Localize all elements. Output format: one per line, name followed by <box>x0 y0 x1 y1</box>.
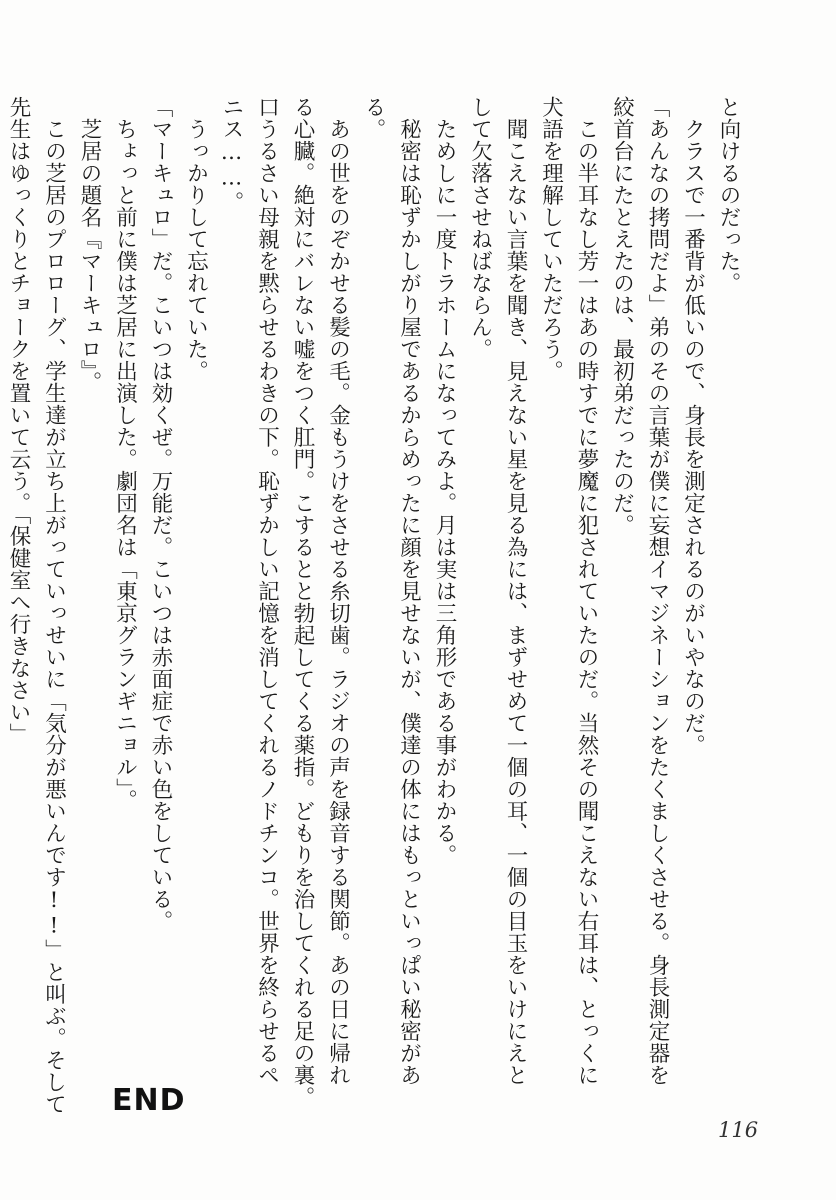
text-line: この半耳なし芳一はあの時すでに夢魔に犯されていたのだ。当然その聞こえない右耳は、とっくに <box>574 96 599 1086</box>
text-line: る心臓。絶対にバレない嘘をつく肛門。こするとと勃起してくる薬指。どもりを治してくれる足の裏。 <box>290 96 315 1108</box>
text-line: ためしに一度トラホームになってみよ。月は実は三角形である事がわかる。 <box>432 96 457 866</box>
text-line: 秘密は恥ずかしがり屋であるからめったに顔を見せないが、僕達の体にはもっといっぱい秘密があ <box>396 96 422 1086</box>
text-line: ちょっと前に僕は芝居に出演した。劇団名は「東京グランギニョル」。 <box>112 96 138 812</box>
text-line: る。 <box>361 96 386 140</box>
text-line: ニス……。 <box>219 96 244 213</box>
end-mark: END <box>112 1083 186 1118</box>
text-line: と向けるのだった。 <box>716 96 741 294</box>
text-line: あの世をのぞかせる髪の毛。金もうけをさせる糸切歯。ラジオの声を録音する関節。あの日に帰れ <box>325 96 351 1086</box>
text-line: 「マーキュロ」だ。こいつは効くぜ。万能だ。こいつは赤面症で赤い色をしている。 <box>148 96 173 932</box>
text-line: 口うるさい母親を黙らせるわきの下。恥ずかしい記憶を消してくれるノドチンコ。世界を終らせるペ <box>254 96 280 1086</box>
text-line: 芝居の題名『マーキュロ』。 <box>77 96 102 394</box>
text-line: この芝居のプロローグ、学生達が立ち上がっていっせいに「気分が悪いんです!!」と叫ぶ。そして <box>41 96 67 1115</box>
text-line: うっかりして忘れていた。 <box>183 96 209 382</box>
text-line: 絞首台にたとえたのは、最初弟だったのだ。 <box>609 96 635 536</box>
text-line: クラスで一番背が低いので、身長を測定されるのがいやなのだ。 <box>680 96 706 756</box>
page-number: 116 <box>718 1118 759 1142</box>
text-line: 「あんなの拷問だよ」弟のその言葉が僕に妄想イマジネーションをたくましくさせる。身長測定器を <box>645 96 670 1086</box>
text-line: 犬語を理解していただろう。 <box>538 96 564 382</box>
text-line: 聞こえない言葉を聞き、見えない星を見る為には、まずせめて一個の耳、一個の目玉をいけにえと <box>503 96 528 1086</box>
text-line: して欠落させねばならん。 <box>467 96 493 360</box>
text-line: 先生はゆっくりとチョークを置いて云う。「保健室へ行きなさい」 <box>6 96 31 746</box>
